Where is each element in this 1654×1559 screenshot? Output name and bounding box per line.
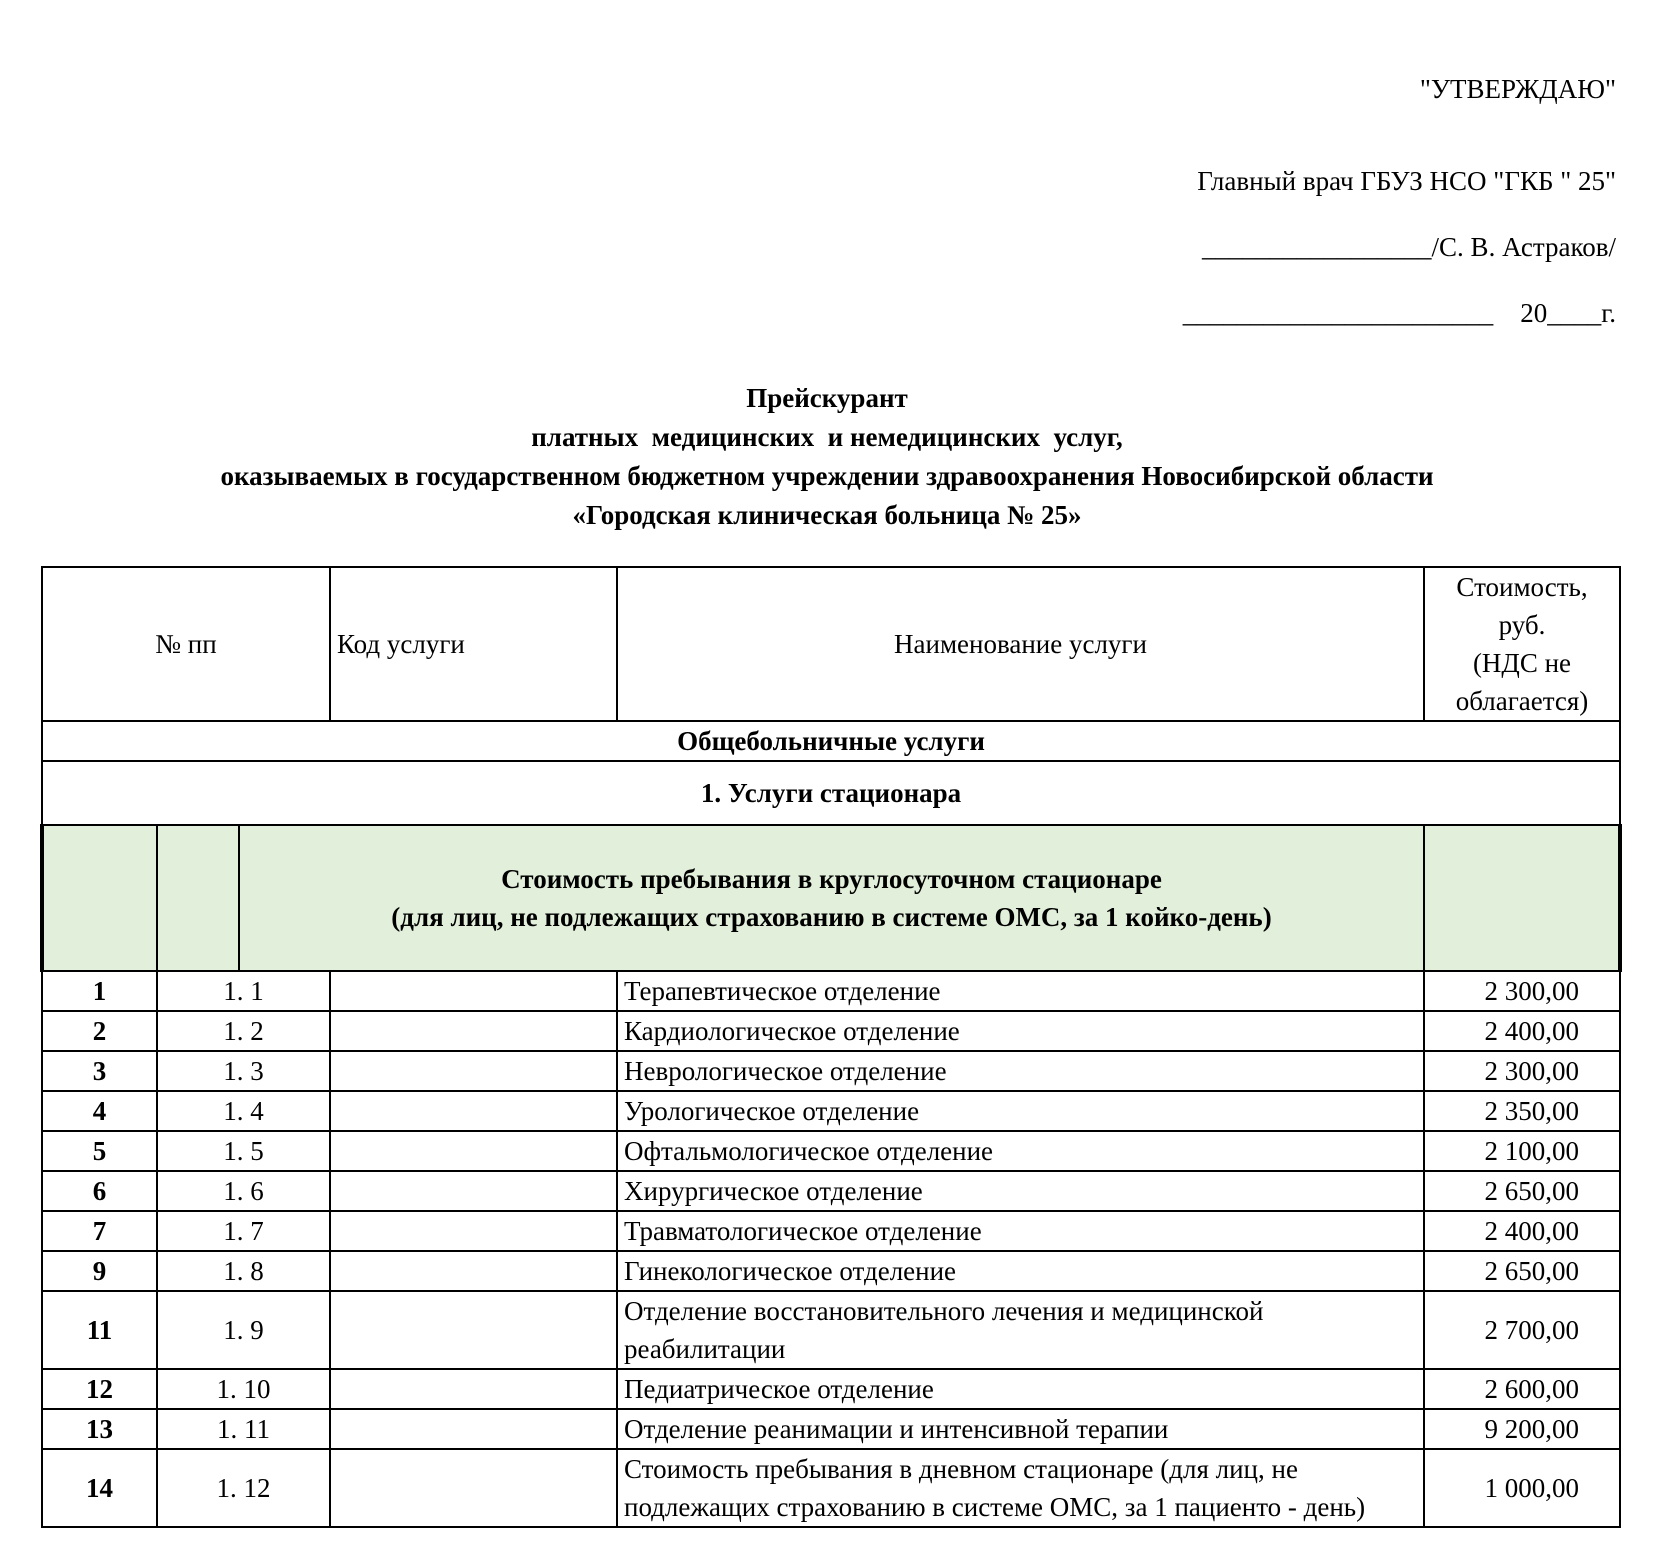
row-cost: 2 700,00	[1424, 1291, 1620, 1369]
table-row	[42, 1251, 1620, 1291]
row-code	[330, 1091, 617, 1131]
approval-title: "УТВЕРЖДАЮ"	[1419, 74, 1616, 104]
group-cell-cost	[1424, 825, 1620, 971]
row-pp: 3	[42, 1051, 157, 1091]
row-num: 1. 6	[157, 1171, 330, 1211]
row-pp: 1	[42, 971, 157, 1011]
header-num: № пп	[42, 567, 330, 721]
row-cost: 2 650,00	[1424, 1251, 1620, 1291]
table-header-row	[42, 567, 1620, 721]
row-pp: 7	[42, 1211, 157, 1251]
row-cost: 2 300,00	[1424, 1051, 1620, 1091]
row-cost: 2 650,00	[1424, 1171, 1620, 1211]
row-num: 1. 2	[157, 1011, 330, 1051]
row-pp: 12	[42, 1369, 157, 1409]
table-row	[42, 1051, 1620, 1091]
row-num: 1. 7	[157, 1211, 330, 1251]
row-name: Терапевтическое отделение	[617, 971, 1424, 1011]
row-cost: 2 350,00	[1424, 1091, 1620, 1131]
group-cell-pp	[42, 825, 157, 971]
row-name: Офтальмологическое отделение	[617, 1131, 1424, 1171]
row-pp: 13	[42, 1409, 157, 1449]
row-code	[330, 1051, 617, 1091]
row-pp: 6	[42, 1171, 157, 1211]
row-cost: 1 000,00	[1424, 1449, 1620, 1527]
price-table	[40, 566, 1622, 1528]
row-code	[330, 1171, 617, 1211]
doc-title: Прейскурант	[746, 383, 908, 413]
approval-signature: _________________/С. В. Астраков/	[1202, 232, 1616, 262]
row-pp: 5	[42, 1131, 157, 1171]
row-code	[330, 1251, 617, 1291]
row-name: Стоимость пребывания в дневном стационаре (для лиц, не подлежащих страхованию в системе ОМС, за 1 пациенто - день)	[617, 1449, 1424, 1527]
table-row	[42, 1369, 1620, 1409]
table-row	[42, 1409, 1620, 1449]
header-name: Наименование услуги	[617, 567, 1424, 721]
row-code	[330, 1131, 617, 1171]
group-title	[239, 825, 1424, 971]
row-num: 1. 4	[157, 1091, 330, 1131]
row-num: 1. 11	[157, 1409, 330, 1449]
doc-subtitle-3: «Городская клиническая больница № 25»	[572, 500, 1082, 530]
row-num: 1. 3	[157, 1051, 330, 1091]
group-cell-num	[157, 825, 239, 971]
subsection-row	[42, 761, 1620, 825]
row-name: Педиатрическое отделение	[617, 1369, 1424, 1409]
header-cost-line4: облагается)	[1455, 686, 1589, 716]
row-pp: 14	[42, 1449, 157, 1527]
row-name: Отделение реанимации и интенсивной терапии	[617, 1409, 1424, 1449]
section-row	[42, 721, 1620, 761]
row-cost: 2 100,00	[1424, 1131, 1620, 1171]
row-code	[330, 1369, 617, 1409]
row-cost: 2 600,00	[1424, 1369, 1620, 1409]
row-cost: 9 200,00	[1424, 1409, 1620, 1449]
row-name: Травматологическое отделение	[617, 1211, 1424, 1251]
row-code	[330, 1449, 617, 1527]
row-code	[330, 1211, 617, 1251]
group-title-line1: Стоимость пребывания в круглосуточном стационаре	[501, 864, 1162, 894]
header-code: Код услуги	[330, 567, 617, 721]
header-cost-line2: руб.	[1498, 610, 1546, 640]
row-name: Отделение восстановительного лечения и медицинской реабилитации	[617, 1291, 1424, 1369]
row-code	[330, 1291, 617, 1369]
section-title: Общебольничные услуги	[42, 721, 1620, 761]
header-cost	[1424, 567, 1620, 721]
subsection-title: 1. Услуги стационара	[42, 761, 1620, 825]
table-row	[42, 1171, 1620, 1211]
row-code	[330, 1409, 617, 1449]
row-num: 1. 8	[157, 1251, 330, 1291]
table-row	[42, 971, 1620, 1011]
header-cost-line1: Стоимость,	[1456, 572, 1588, 602]
row-cost: 2 300,00	[1424, 971, 1620, 1011]
row-num: 1. 12	[157, 1449, 330, 1527]
group-title-line2: (для лиц, не подлежащих страхованию в системе ОМС, за 1 койко-день)	[391, 902, 1272, 932]
row-num: 1. 5	[157, 1131, 330, 1171]
table-row	[42, 1131, 1620, 1171]
table-row	[42, 1091, 1620, 1131]
table-row	[42, 1011, 1620, 1051]
row-code	[330, 1011, 617, 1051]
header-cost-line3: (НДС не	[1472, 648, 1572, 678]
table-row	[42, 1449, 1620, 1527]
approval-date: _______________________ 20____г.	[1182, 298, 1616, 328]
row-cost: 2 400,00	[1424, 1011, 1620, 1051]
row-num: 1. 9	[157, 1291, 330, 1369]
table-row	[42, 1291, 1620, 1369]
row-pp: 9	[42, 1251, 157, 1291]
doc-subtitle-2: оказываемых в государственном бюджетном учреждении здравоохранения Новосибирской области	[220, 461, 1434, 491]
row-name: Хирургическое отделение	[617, 1171, 1424, 1211]
row-pp: 11	[42, 1291, 157, 1369]
row-name: Кардиологическое отделение	[617, 1011, 1424, 1051]
row-num: 1. 1	[157, 971, 330, 1011]
row-name: Урологическое отделение	[617, 1091, 1424, 1131]
table-row	[42, 1211, 1620, 1251]
row-cost: 2 400,00	[1424, 1211, 1620, 1251]
row-name: Неврологическое отделение	[617, 1051, 1424, 1091]
row-pp: 4	[42, 1091, 157, 1131]
row-pp: 2	[42, 1011, 157, 1051]
row-num: 1. 10	[157, 1369, 330, 1409]
approval-position: Главный врач ГБУЗ НСО "ГКБ " 25"	[1197, 166, 1616, 196]
row-code	[330, 971, 617, 1011]
row-name: Гинекологическое отделение	[617, 1251, 1424, 1291]
doc-subtitle-1: платных медицинских и немедицинских услуг,	[531, 422, 1123, 452]
group-header-row	[42, 825, 1620, 971]
